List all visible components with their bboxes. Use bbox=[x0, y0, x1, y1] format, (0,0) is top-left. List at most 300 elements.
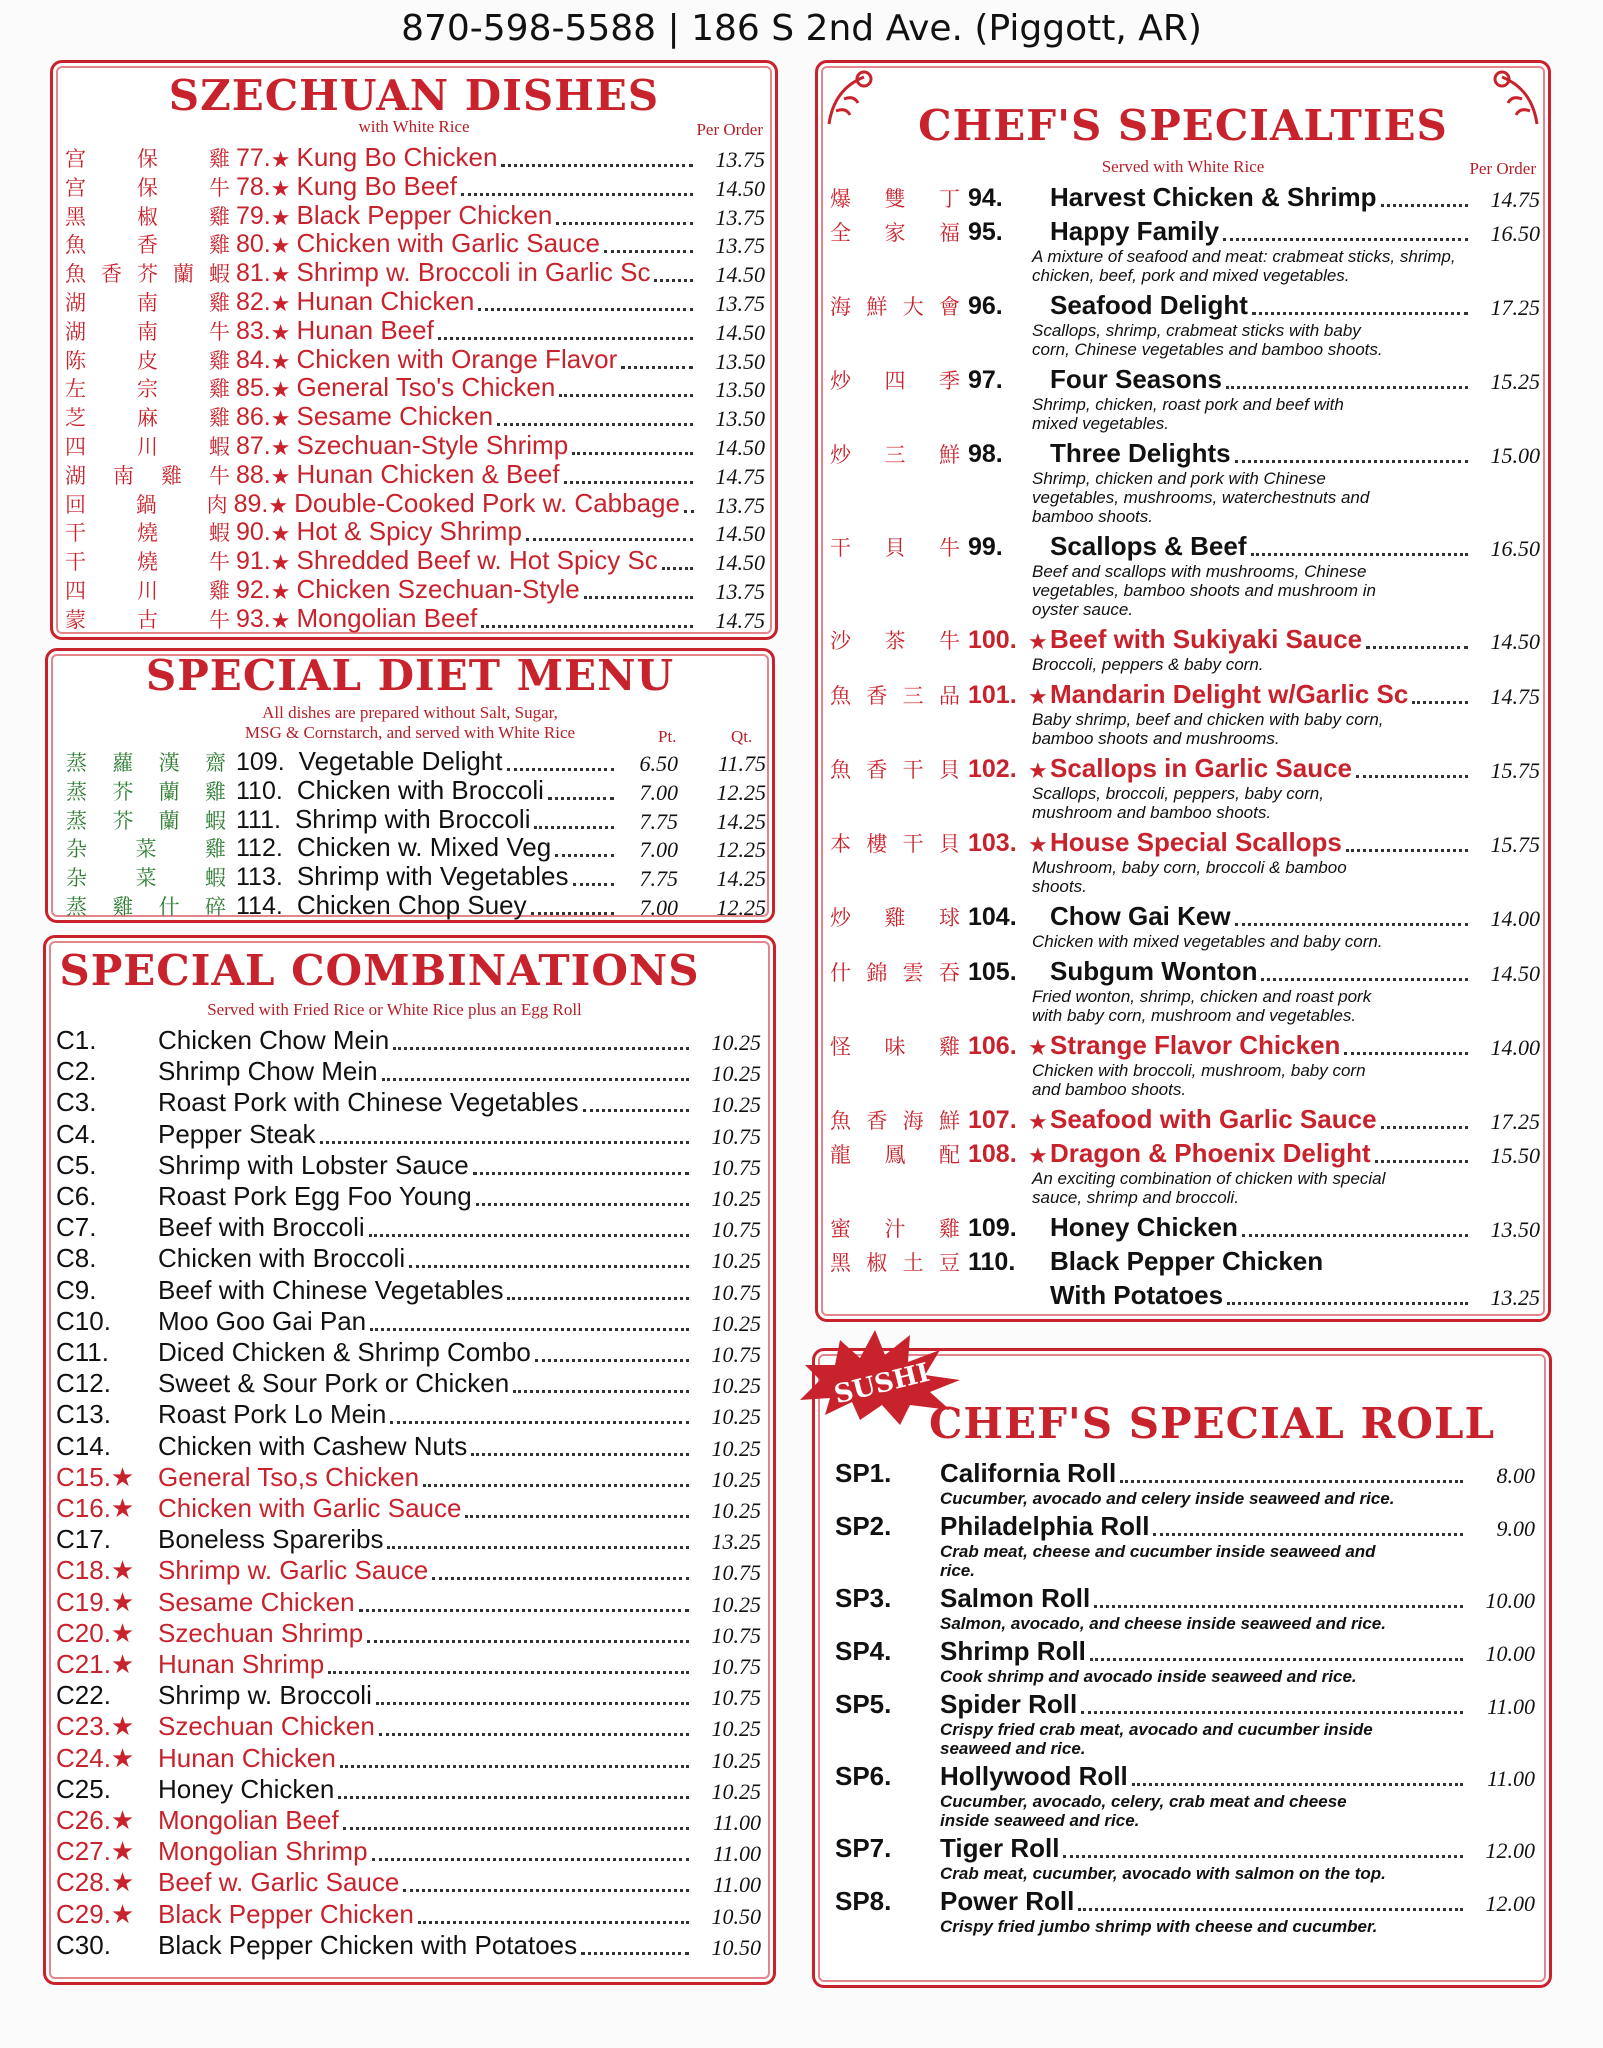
chinese-name bbox=[830, 957, 960, 987]
chinese-name bbox=[65, 258, 230, 288]
chinese-char: 季 bbox=[939, 369, 960, 393]
chinese-char: 蒸 bbox=[66, 779, 87, 804]
menu-item[interactable] bbox=[56, 1775, 761, 1805]
chinese-name bbox=[830, 902, 960, 932]
item-price: 12.00 bbox=[1485, 1838, 1535, 1863]
chef-panel bbox=[815, 60, 1551, 1322]
chinese-name bbox=[65, 201, 230, 231]
item-name: Strange Flavor Chicken bbox=[1050, 1030, 1341, 1060]
chinese-name bbox=[66, 776, 226, 806]
item-description: bamboo shoots and mushrooms. bbox=[1032, 729, 1280, 748]
menu-item[interactable] bbox=[66, 747, 766, 777]
diet-subtitle-2: MSG & Cornstarch, and served with White Rice bbox=[244, 723, 576, 742]
item-price: 15.75 bbox=[1490, 758, 1540, 783]
item-price: 17.25 bbox=[1490, 295, 1540, 320]
menu-item[interactable] bbox=[56, 1681, 761, 1711]
chinese-char: 南 bbox=[113, 463, 134, 488]
item-description: with baby corn, mushroom and vegetables. bbox=[1032, 1006, 1357, 1025]
chinese-char: 香 bbox=[866, 758, 888, 782]
chinese-char: 宫 bbox=[65, 147, 86, 171]
combos-panel bbox=[43, 935, 776, 1985]
item-code: SP3. bbox=[835, 1583, 892, 1613]
item-number: 106. bbox=[968, 1032, 1017, 1060]
item-price: 14.50 bbox=[715, 319, 765, 345]
dot-leader bbox=[1366, 646, 1468, 649]
menu-item[interactable] bbox=[56, 1088, 761, 1118]
item-code: C20.★ bbox=[56, 1617, 135, 1648]
dot-leader bbox=[465, 1515, 689, 1518]
item-price: 10.00 bbox=[1485, 1588, 1535, 1613]
menu-item[interactable] bbox=[56, 1837, 761, 1867]
chinese-char: 芥 bbox=[112, 808, 134, 833]
menu-item[interactable] bbox=[65, 517, 765, 547]
menu-item[interactable] bbox=[830, 1105, 1540, 1135]
quart-price: 14.25 bbox=[716, 808, 766, 834]
menu-item[interactable] bbox=[66, 833, 766, 863]
menu-item[interactable] bbox=[830, 532, 1540, 562]
chinese-name bbox=[66, 862, 226, 892]
dot-leader bbox=[359, 1609, 689, 1612]
menu-item[interactable] bbox=[830, 680, 1540, 710]
item-name: Hunan Chicken bbox=[296, 286, 475, 316]
menu-item[interactable] bbox=[830, 1247, 1540, 1277]
item-price: 13.75 bbox=[715, 579, 765, 604]
item-name: Shrimp with Broccoli bbox=[294, 803, 531, 834]
item-name: Mongolian Beef bbox=[296, 602, 478, 633]
dot-leader bbox=[1251, 553, 1468, 556]
menu-item[interactable] bbox=[56, 1463, 761, 1493]
menu-item[interactable] bbox=[835, 1459, 1535, 1489]
item-name: Black Pepper Chicken bbox=[1050, 1246, 1324, 1276]
chinese-char: 雞 bbox=[209, 377, 230, 402]
item-description: An exciting combination of chicken with special bbox=[1032, 1169, 1386, 1188]
chinese-char: 牛 bbox=[209, 550, 230, 575]
item-price: 15.75 bbox=[1490, 832, 1540, 857]
menu-item[interactable] bbox=[65, 287, 765, 317]
menu-item[interactable] bbox=[830, 957, 1540, 987]
chinese-char: 南 bbox=[137, 291, 158, 315]
item-description: inside seaweed and rice. bbox=[940, 1811, 1140, 1830]
item-price: 10.25 bbox=[711, 1778, 761, 1804]
item-code: C24.★ bbox=[56, 1742, 135, 1773]
chinese-name bbox=[66, 747, 226, 777]
menu-item[interactable] bbox=[65, 229, 765, 259]
quart-price: 14.25 bbox=[716, 866, 766, 892]
chinese-name bbox=[830, 828, 960, 858]
chinese-char: 肉 bbox=[206, 492, 228, 517]
chinese-char: 香 bbox=[866, 1109, 888, 1133]
chinese-char: 蘭 bbox=[158, 779, 180, 804]
chinese-char: 貝 bbox=[938, 832, 960, 856]
chinese-char: 蒙 bbox=[65, 607, 86, 632]
item-name: House Special Scallops bbox=[1050, 827, 1342, 857]
chinese-char: 杂 bbox=[66, 837, 87, 862]
menu-item[interactable] bbox=[56, 1900, 761, 1930]
item-name: General Tso's Chicken bbox=[296, 372, 556, 403]
chinese-name bbox=[65, 402, 230, 432]
chinese-char: 椒 bbox=[866, 1251, 888, 1275]
item-price: 13.50 bbox=[1490, 1217, 1540, 1242]
menu-item[interactable] bbox=[56, 1556, 761, 1586]
item-name: Beef with Sukiyaki Sauce bbox=[1050, 624, 1363, 654]
menu-item[interactable] bbox=[56, 1026, 761, 1056]
menu-item[interactable] bbox=[65, 258, 765, 288]
dot-leader bbox=[432, 1577, 689, 1580]
item-code: C6. bbox=[56, 1181, 97, 1211]
combos-title: SPECIAL COMBINATIONS bbox=[59, 946, 700, 995]
menu-item[interactable] bbox=[56, 1213, 761, 1243]
menu-item[interactable] bbox=[56, 1868, 761, 1898]
menu-item[interactable] bbox=[56, 1806, 761, 1836]
item-name: Roast Pork with Chinese Vegetables bbox=[158, 1087, 579, 1118]
item-name: Subgum Wonton bbox=[1050, 956, 1258, 986]
item-code: C16.★ bbox=[56, 1493, 135, 1523]
menu-item[interactable] bbox=[56, 1712, 761, 1742]
spicy-star-icon: ★ bbox=[270, 204, 291, 230]
chinese-char: 杂 bbox=[66, 866, 87, 891]
item-name: Honey Chicken bbox=[158, 1773, 335, 1804]
diet-panel bbox=[45, 648, 775, 923]
menu-item[interactable] bbox=[65, 431, 765, 461]
chinese-name bbox=[65, 460, 230, 490]
item-name: California Roll bbox=[940, 1458, 1117, 1488]
menu-item[interactable] bbox=[830, 1139, 1540, 1169]
chinese-char: 宫 bbox=[65, 175, 86, 200]
item-price: 14.50 bbox=[715, 550, 765, 576]
menu-item[interactable] bbox=[65, 460, 765, 490]
menu-item[interactable] bbox=[830, 754, 1540, 784]
item-name: With Potatoes bbox=[1050, 1280, 1224, 1310]
chinese-char: 四 bbox=[65, 435, 86, 459]
dot-leader bbox=[1344, 1052, 1468, 1055]
menu-item[interactable] bbox=[830, 217, 1540, 247]
item-name: Scallops in Garlic Sauce bbox=[1050, 753, 1353, 783]
menu-item[interactable] bbox=[65, 604, 765, 634]
dot-leader bbox=[604, 250, 693, 253]
chinese-name bbox=[830, 1031, 960, 1061]
menu-item[interactable] bbox=[830, 1213, 1540, 1243]
chinese-char: 雞 bbox=[209, 147, 230, 171]
dot-leader bbox=[379, 1733, 689, 1736]
item-price: 14.50 bbox=[715, 262, 765, 288]
menu-item[interactable] bbox=[56, 1400, 761, 1430]
dot-leader bbox=[1375, 1160, 1468, 1163]
chinese-char: 四 bbox=[884, 369, 906, 393]
item-name: Black Pepper Chicken bbox=[158, 1898, 414, 1929]
item-name: Hollywood Roll bbox=[940, 1761, 1128, 1791]
item-number: 99. bbox=[968, 533, 1003, 561]
menu-item[interactable] bbox=[835, 1637, 1535, 1667]
spicy-star-icon: ★ bbox=[270, 262, 291, 288]
sushi-panel bbox=[812, 1348, 1552, 1988]
dot-leader bbox=[1412, 701, 1468, 704]
menu-item[interactable] bbox=[835, 1834, 1535, 1864]
item-code: C7. bbox=[56, 1212, 97, 1243]
chinese-char: 川 bbox=[137, 435, 158, 459]
pint-price: 7.00 bbox=[639, 837, 678, 863]
item-code: SP1. bbox=[835, 1458, 892, 1488]
spicy-star-icon: ★ bbox=[1028, 832, 1048, 857]
menu-item[interactable] bbox=[830, 291, 1540, 321]
item-code: C18.★ bbox=[56, 1555, 135, 1586]
spicy-star-icon: ★ bbox=[268, 492, 289, 518]
chinese-char: 干 bbox=[65, 550, 86, 575]
dot-leader bbox=[1094, 1605, 1463, 1608]
menu-item[interactable] bbox=[65, 575, 765, 605]
item-number: 84. bbox=[236, 345, 271, 374]
chinese-char: 牛 bbox=[939, 536, 960, 560]
dot-leader bbox=[526, 538, 693, 541]
item-price: 8.00 bbox=[1496, 1463, 1535, 1488]
item-name: Seafood with Garlic Sauce bbox=[1050, 1104, 1377, 1134]
item-code: C19.★ bbox=[56, 1586, 135, 1617]
chinese-char: 蒸 bbox=[66, 808, 87, 833]
menu-item[interactable] bbox=[56, 1244, 761, 1274]
dot-leader bbox=[1078, 1908, 1463, 1911]
menu-item[interactable] bbox=[835, 1512, 1535, 1542]
item-price: 13.75 bbox=[715, 204, 765, 230]
menu-item[interactable] bbox=[56, 1744, 761, 1774]
menu-item[interactable] bbox=[56, 1619, 761, 1649]
dot-leader bbox=[1153, 1533, 1463, 1536]
item-price: 11.00 bbox=[713, 1841, 761, 1867]
menu-item[interactable] bbox=[830, 365, 1540, 395]
dot-leader bbox=[564, 481, 693, 484]
dot-leader bbox=[1081, 1711, 1463, 1714]
menu-item[interactable] bbox=[66, 805, 766, 835]
chinese-char: 保 bbox=[137, 175, 158, 200]
item-name: Shredded Beef w. Hot Spicy Sc bbox=[296, 545, 658, 576]
dot-leader bbox=[418, 1921, 689, 1924]
item-description: seaweed and rice. bbox=[940, 1739, 1086, 1758]
chinese-char: 蝦 bbox=[205, 866, 226, 891]
menu-item[interactable] bbox=[66, 891, 766, 921]
chinese-name bbox=[66, 805, 226, 835]
menu-item[interactable] bbox=[830, 1031, 1540, 1061]
dot-leader bbox=[1381, 1126, 1468, 1129]
menu-item[interactable] bbox=[835, 1584, 1535, 1614]
chinese-char: 貝 bbox=[938, 758, 960, 782]
menu-item[interactable] bbox=[835, 1690, 1535, 1720]
chinese-char: 燒 bbox=[137, 521, 158, 546]
item-name: Tiger Roll bbox=[940, 1833, 1060, 1863]
menu-item[interactable] bbox=[56, 1432, 761, 1462]
menu-item[interactable] bbox=[830, 1281, 1540, 1311]
chinese-char: 椒 bbox=[137, 204, 158, 229]
dot-leader bbox=[481, 625, 693, 628]
chinese-char: 湖 bbox=[65, 463, 86, 488]
menu-item[interactable] bbox=[65, 402, 765, 432]
dot-leader bbox=[1242, 1234, 1468, 1237]
menu-item[interactable] bbox=[56, 1494, 761, 1524]
menu-item[interactable] bbox=[65, 201, 765, 231]
menu-item[interactable] bbox=[65, 546, 765, 576]
sushi-badge-label: SUSHI bbox=[831, 1357, 933, 1411]
menu-item[interactable] bbox=[56, 1120, 761, 1150]
dot-leader bbox=[581, 1952, 689, 1955]
pint-price: 7.75 bbox=[639, 866, 678, 892]
item-name: Chicken with Broccoli bbox=[296, 774, 544, 805]
chinese-name bbox=[830, 1213, 960, 1243]
menu-item[interactable] bbox=[56, 1057, 761, 1087]
menu-item[interactable] bbox=[56, 1151, 761, 1181]
item-price: 10.00 bbox=[1485, 1641, 1535, 1666]
chinese-name bbox=[65, 373, 230, 403]
item-number: 82. bbox=[236, 288, 271, 316]
spicy-star-icon: ★ bbox=[1028, 758, 1048, 783]
item-code: C26.★ bbox=[56, 1805, 135, 1835]
item-price: 13.75 bbox=[715, 147, 765, 172]
item-name: Vegetable Delight bbox=[298, 746, 503, 776]
item-name: Chicken with Orange Flavor bbox=[296, 343, 618, 374]
item-number: 87. bbox=[236, 432, 271, 460]
chinese-name bbox=[830, 1105, 960, 1135]
item-description: vegetables, bamboo shoots and mushroom in bbox=[1032, 581, 1376, 600]
chinese-char: 雞 bbox=[161, 463, 182, 488]
item-price: 15.50 bbox=[1490, 1143, 1540, 1168]
item-price: 15.25 bbox=[1490, 369, 1540, 394]
item-name: Chicken with Garlic Sauce bbox=[296, 228, 600, 259]
item-price: 10.50 bbox=[711, 1934, 761, 1960]
chinese-char: 雞 bbox=[204, 779, 226, 804]
chinese-char: 豆 bbox=[938, 1251, 960, 1275]
chinese-char: 魚 bbox=[830, 684, 851, 708]
szechuan-panel bbox=[50, 60, 778, 640]
menu-item[interactable] bbox=[65, 373, 765, 403]
menu-item[interactable] bbox=[56, 1276, 761, 1306]
item-name: Four Seasons bbox=[1050, 364, 1222, 394]
item-name: Kung Bo Beef bbox=[296, 170, 457, 201]
menu-item[interactable] bbox=[66, 776, 766, 806]
menu-item[interactable] bbox=[835, 1762, 1535, 1792]
item-number: 95. bbox=[968, 218, 1003, 246]
menu-item[interactable] bbox=[56, 1307, 761, 1337]
spicy-star-icon: ★ bbox=[270, 348, 291, 374]
chinese-char: 蘿 bbox=[112, 751, 134, 775]
menu-item[interactable] bbox=[65, 345, 765, 375]
chef-subtitle: Served with White Rice bbox=[1101, 157, 1265, 176]
item-number: 100. bbox=[968, 626, 1017, 654]
item-code: C12. bbox=[56, 1368, 111, 1399]
item-name: Szechuan Chicken bbox=[158, 1711, 375, 1742]
dot-leader bbox=[1226, 386, 1468, 389]
item-name: Mongolian Shrimp bbox=[158, 1836, 368, 1867]
chinese-name bbox=[66, 891, 226, 921]
item-price: 10.75 bbox=[711, 1654, 761, 1679]
menu-item[interactable] bbox=[56, 1369, 761, 1399]
menu-item[interactable] bbox=[56, 1588, 761, 1618]
item-name: Chicken with Cashew Nuts bbox=[158, 1430, 468, 1461]
chinese-char: 芝 bbox=[65, 406, 86, 431]
item-number: 77. bbox=[236, 144, 271, 172]
menu-item[interactable] bbox=[830, 902, 1540, 932]
item-price: 10.25 bbox=[711, 1310, 761, 1336]
chinese-char: 雞 bbox=[209, 291, 230, 315]
item-name: Chicken w. Mixed Veg bbox=[296, 832, 552, 863]
item-price: 14.50 bbox=[715, 175, 765, 201]
chinese-name bbox=[66, 833, 226, 863]
menu-item[interactable] bbox=[66, 862, 766, 892]
chinese-char: 蒸 bbox=[66, 751, 87, 775]
dot-leader bbox=[473, 1172, 689, 1175]
item-name: Scallops & Beef bbox=[1050, 531, 1247, 561]
menu-item[interactable] bbox=[830, 625, 1540, 655]
dot-leader bbox=[340, 1765, 689, 1768]
chinese-char: 魚 bbox=[830, 758, 851, 782]
spicy-star-icon: ★ bbox=[270, 607, 291, 633]
chinese-char: 回 bbox=[65, 492, 86, 517]
item-price: 13.25 bbox=[1490, 1285, 1540, 1310]
chinese-char: 蝦 bbox=[209, 435, 230, 459]
item-price: 10.75 bbox=[711, 1622, 761, 1648]
dot-leader bbox=[1132, 1783, 1463, 1786]
menu-item[interactable] bbox=[65, 316, 765, 346]
menu-item[interactable] bbox=[56, 1182, 761, 1212]
item-description: vegetables, mushrooms, waterchestnuts and bbox=[1032, 488, 1370, 507]
item-description: oyster sauce. bbox=[1032, 600, 1134, 619]
item-name: Roast Pork Egg Foo Young bbox=[158, 1181, 472, 1211]
chinese-char: 蝦 bbox=[204, 808, 226, 833]
menu-item[interactable] bbox=[56, 1650, 761, 1680]
dot-leader bbox=[555, 854, 614, 857]
menu-item[interactable] bbox=[56, 1931, 761, 1961]
item-name: Shrimp w. Garlic Sauce bbox=[158, 1555, 429, 1586]
menu-item[interactable] bbox=[65, 172, 765, 202]
menu-item[interactable] bbox=[830, 828, 1540, 858]
szechuan-subtitle: with White Rice bbox=[358, 117, 470, 136]
item-name: Chow Gai Kew bbox=[1050, 901, 1231, 931]
chinese-char: 干 bbox=[830, 536, 851, 560]
chinese-name bbox=[65, 546, 230, 576]
item-name: Mongolian Beef bbox=[158, 1805, 339, 1835]
menu-item[interactable] bbox=[830, 183, 1540, 213]
item-code: C5. bbox=[56, 1149, 97, 1180]
menu-item[interactable] bbox=[65, 143, 765, 173]
item-name: Sesame Chicken bbox=[296, 401, 494, 432]
item-number: 110. bbox=[968, 1248, 1016, 1276]
item-description: mixed vegetables. bbox=[1032, 414, 1170, 433]
menu-item[interactable] bbox=[56, 1338, 761, 1368]
item-number: 79. bbox=[236, 201, 271, 230]
chinese-char: 土 bbox=[902, 1251, 924, 1275]
item-code: C29.★ bbox=[56, 1898, 135, 1929]
spicy-star-icon: ★ bbox=[270, 147, 291, 172]
dot-leader bbox=[423, 1484, 689, 1487]
menu-item[interactable] bbox=[56, 1525, 761, 1555]
item-description: and bamboo shoots. bbox=[1032, 1080, 1187, 1099]
chinese-char: 蝦 bbox=[209, 262, 230, 287]
item-name: Philadelphia Roll bbox=[940, 1511, 1150, 1541]
item-number: 105. bbox=[968, 958, 1017, 986]
item-code: C14. bbox=[56, 1430, 111, 1461]
chinese-char: 配 bbox=[939, 1143, 960, 1167]
menu-item[interactable] bbox=[835, 1887, 1535, 1917]
item-number: 94. bbox=[968, 184, 1003, 212]
item-name: Sweet & Sour Pork or Chicken bbox=[158, 1368, 510, 1399]
item-name: Shrimp with Lobster Sauce bbox=[158, 1149, 469, 1180]
menu-item[interactable] bbox=[830, 439, 1540, 469]
combos-subtitle: Served with Fried Rice or White Rice plus an Egg Roll bbox=[207, 1000, 582, 1019]
chinese-char: 古 bbox=[137, 607, 158, 632]
dot-leader bbox=[370, 1328, 689, 1331]
menu-item[interactable] bbox=[65, 489, 765, 519]
item-name: Chicken Szechuan-Style bbox=[296, 574, 580, 604]
chinese-char: 福 bbox=[939, 221, 960, 245]
item-description: Cucumber, avocado, celery, crab meat and cheese bbox=[940, 1792, 1347, 1811]
chinese-char: 三 bbox=[884, 443, 906, 467]
item-price: 16.50 bbox=[1490, 536, 1540, 561]
item-description: Shrimp, chicken, roast pork and beef with bbox=[1032, 395, 1344, 414]
